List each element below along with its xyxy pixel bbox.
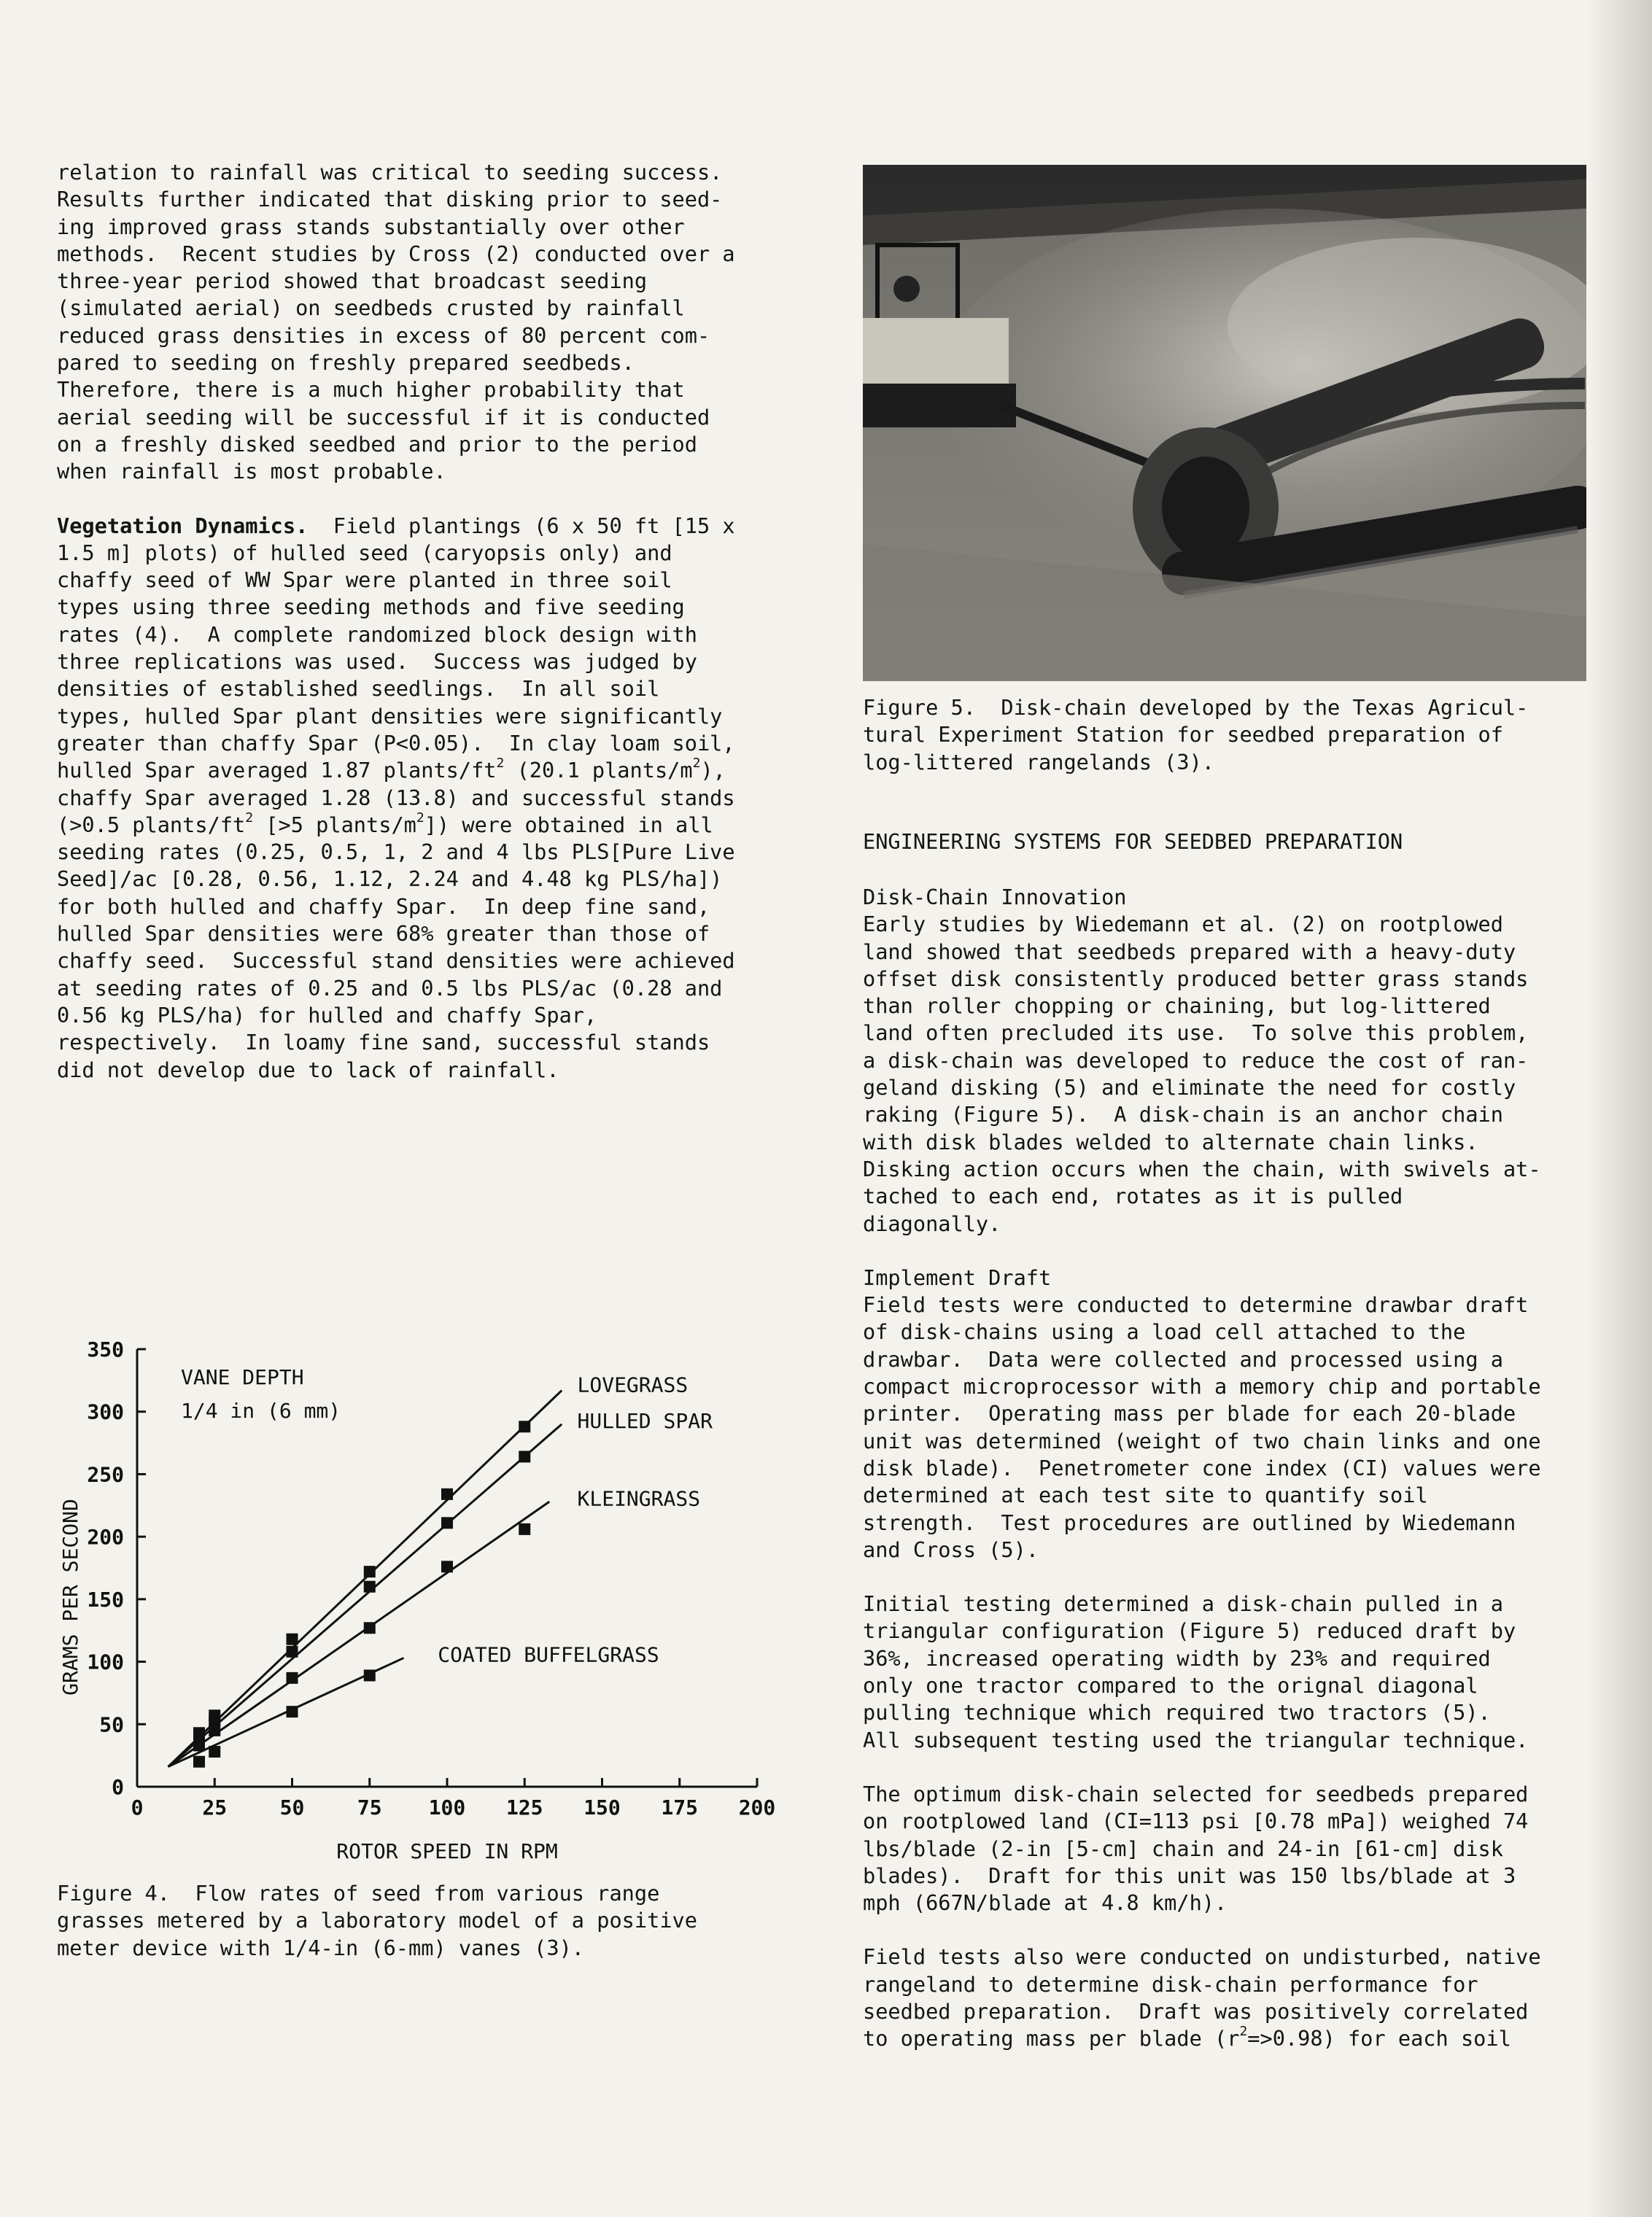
text-line: greater than chaffy Spar (P<0.05). In clay loam soil, [57,730,735,756]
text-line: blades). Draft for this unit was 150 lbs/blade at 3 [863,1863,1516,1888]
text-line: Figure 4. Flow rates of seed from various range [57,1881,660,1906]
line-a2: (20.1 plants/m [504,758,693,783]
x-tick-label: 100 [428,1795,466,1820]
data-point [364,1622,376,1634]
subheading-disk-chain-innovation: Disk-Chain Innovation [863,885,1127,909]
text-line: drawbar. Data were collected and processed using a [863,1346,1503,1372]
text-line: on rootplowed land (CI=113 psi [0.78 mPa]) weighed 74 [863,1809,1529,1834]
data-point [209,1746,220,1758]
text-line: meter device with 1/4-in (6-mm) vanes (3). [57,1935,585,1960]
text-line: geland disking (5) and eliminate the need for costly [863,1075,1516,1100]
text-line: seeding rates (0.25, 0.5, 1, 2 and 4 lbs PLS[Pure Live [57,839,735,865]
text-line: Figure 5. Disk-chain developed by the Texas Agricul- [863,695,1529,720]
field-line-2: =>0.98) for each soil [1247,2026,1511,2051]
paragraph-rainfall [57,159,794,486]
data-point [519,1451,530,1462]
data-point [364,1669,376,1681]
series-label: KLEINGRASS [577,1486,701,1511]
text-line: 0.56 kg PLS/ha) for hulled and chaffy Spar, [57,1002,597,1028]
series-label: COATED BUFFELGRASS [438,1642,659,1667]
y-tick-label: 100 [87,1650,124,1674]
text-line: mph (667N/blade at 4.8 km/h). [863,1890,1228,1916]
section-heading-engineering: ENGINEERING SYSTEMS FOR SEEDBED PREPARATION [863,829,1403,854]
text-line: chaffy seed of WW Spar were planted in three soil [57,567,672,593]
text-line: at seeding rates of 0.25 and 0.5 lbs PLS/ac (0.28 and [57,975,723,1001]
paragraph-vegetation-lines [57,540,794,757]
data-point [519,1523,530,1535]
text-line: reduced grass densities in excess of 80 percent com- [57,322,710,348]
stand-threshold-line [57,809,794,839]
series-label: LOVEGRASS [577,1372,689,1397]
text-line: land showed that seedbeds prepared with a heavy-duty [863,939,1516,964]
text-line: methods. Recent studies by Cross (2) conducted over a [57,241,735,266]
x-tick-label: 175 [661,1795,699,1820]
text-line: diagonally. [863,1211,1001,1236]
text-line: of disk-chains using a load cell attached to the [863,1319,1466,1345]
text-line: and Cross (5). [863,1537,1039,1562]
superscript-2: 2 [245,809,254,826]
data-point [441,1517,453,1529]
chart-annotation: VANE DEPTH [181,1365,304,1389]
y-tick-label: 150 [87,1587,124,1612]
text-line: 36%, increased operating width by 23% and required [863,1645,1491,1671]
text-line: types using three seeding methods and five seeding [57,594,685,620]
text-line: tural Experiment Station for seedbed preparation of [863,722,1503,748]
chart-annotation: 1/4 in (6 mm) [181,1399,341,1423]
x-tick-label: 25 [202,1795,228,1820]
text-line: on a freshly disked seedbed and prior to the period [57,431,697,457]
data-point [209,1725,220,1736]
series-label: HULLED SPAR [577,1409,713,1433]
text-line: disk blade). Penetrometer cone index (CI) values were [863,1455,1541,1480]
left-column [57,159,794,1084]
y-tick-label: 200 [87,1525,124,1550]
paragraph-optimum-disk-chain [863,1781,1541,1917]
text-line: only one tractor compared to the orignal diagonal [863,1673,1478,1698]
series-line [168,1391,562,1767]
data-point [441,1488,453,1500]
data-point [209,1715,220,1726]
chart-labels [58,1337,775,1863]
text-line: a disk-chain was developed to reduce the cost of ran- [863,1047,1529,1073]
text-line: three replications was used. Success was judged by [57,649,697,675]
subheading-implement-draft: Implement Draft [863,1265,1052,1290]
text-line: determined at each test site to quantify soil [863,1483,1428,1508]
text-line: pulling technique which required two tractors (5). [863,1700,1491,1725]
data-point [287,1646,298,1658]
text-line: Seed]/ac [0.28, 0.56, 1.12, 2.24 and 4.48 kg PLS/ha]) [57,866,723,892]
x-tick-label: 75 [357,1795,382,1820]
figure4-caption [57,1880,697,1962]
x-tick-label: 0 [131,1795,144,1820]
text-line: log-littered rangelands (3). [863,749,1215,774]
field-tests-last-line [863,2025,1541,2052]
data-point [193,1756,205,1768]
line-a1: hulled Spar averaged 1.87 plants/ft [57,758,497,783]
data-point [519,1421,530,1432]
text-line: unit was determined (weight of two chain links and one [863,1428,1541,1453]
y-tick-label: 0 [112,1775,124,1799]
y-tick-label: 350 [87,1337,124,1362]
x-tick-label: 150 [583,1795,621,1820]
data-point [287,1672,298,1684]
text-line: (simulated aerial) on seedbeds crusted by rainfall [57,295,685,321]
text-line: printer. Operating mass per blade for each 20-blade [863,1401,1516,1426]
text-line: offset disk consistently produced better grass stands [863,966,1529,991]
field-line-1: to operating mass per blade (r [863,2026,1240,2051]
text-line: 1.5 m] plots) of hulled seed (caryopsis only) and [57,540,672,565]
paragraph-disk-chain-innovation [863,911,1541,1238]
paragraph-field-tests [863,1944,1541,2025]
text-line: respectively. In loamy fine sand, successful stands [57,1030,710,1055]
text-line: The optimum disk-chain selected for seedbeds prepared [863,1781,1529,1806]
x-tick-label: 50 [279,1795,305,1820]
text-line: seedbed preparation. Draft was positively correlated [863,1998,1529,2024]
text-line: Field tests were conducted to determine drawbar draft [863,1292,1529,1318]
figure5-photo-disk-chain [863,165,1586,681]
x-tick-label: 125 [505,1795,543,1820]
paragraph-initial-testing [863,1591,1541,1754]
text-line: lbs/blade (2-in [5-cm] chain and 24-in [61-cm] disk [863,1836,1503,1861]
text-line: Disking action occurs when the chain, with swivels at- [863,1156,1541,1181]
chart-series [168,1391,562,1768]
data-point [441,1561,453,1572]
hulled-spar-density-line [57,757,794,784]
line-c2: [>5 plants/m [253,812,416,837]
line-c3: ]) were obtained in all [424,812,713,837]
text-line: strength. Test procedures are outlined by Wiedemann [863,1510,1516,1535]
text-line: hulled Spar densities were 68% greater than those of [57,921,710,947]
text-line: Results further indicated that disking prior to seed- [57,187,723,212]
y-axis-title: GRAMS PER SECOND [58,1499,82,1696]
text-line: ing improved grass stands substantially over other [57,214,685,239]
data-point [287,1706,298,1717]
figure4-chart [51,1320,788,1874]
text-line: densities of established seedlings. In all soil [57,676,660,702]
superscript-2: 2 [496,756,505,772]
vegetation-dynamics-first-line: Field plantings (6 x 50 ft [15 x [308,513,735,538]
text-line: Therefore, there is a much higher probability that [57,377,685,403]
text-line: raking (Figure 5). A disk-chain is an anchor chain [863,1102,1503,1127]
text-line: Field tests also were conducted on undisturbed, native [863,1944,1541,1970]
y-tick-label: 50 [99,1712,124,1737]
text-line: aerial seeding will be successful if it is conducted [57,404,710,430]
line-c1: (>0.5 plants/ft [57,812,246,837]
data-point [364,1581,376,1593]
right-column-body [863,884,1541,2053]
paragraph-vegetation-dynamics [57,513,794,540]
text-line: tached to each end, rotates as it is pulled [863,1184,1403,1209]
vegetation-dynamics-heading: Vegetation Dynamics. [57,513,309,538]
paragraph-implement-draft [863,1292,1541,1564]
series-line [168,1502,550,1766]
y-tick-label: 250 [87,1462,124,1487]
text-line: when rainfall is most probable. [57,459,446,484]
text-line: rates (4). A complete randomized block design with [57,621,697,647]
text-line: grasses metered by a laboratory model of a positive [57,1908,697,1933]
line-a3: ), [700,758,726,783]
series-line [168,1424,562,1767]
text-line: All subsequent testing used the triangular technique. [863,1727,1529,1752]
page-edge-shadow [1586,0,1652,2217]
text-line: rangeland to determine disk-chain performance for [863,1971,1478,1997]
superscript-2: 2 [1239,2024,1248,2040]
data-point [364,1566,376,1577]
figure5-caption [863,694,1528,776]
y-tick-label: 300 [87,1399,124,1424]
text-line: relation to rainfall was critical to seeding success. [57,160,723,185]
chaffy-spar-line: chaffy Spar averaged 1.28 (13.8) and successful stands [57,785,735,810]
data-point [287,1634,298,1645]
x-axis-title: ROTOR SPEED IN RPM [336,1839,558,1863]
text-line: three-year period showed that broadcast seeding [57,268,648,294]
superscript-2: 2 [416,809,424,826]
text-line: Early studies by Wiedemann et al. (2) on rootplowed [863,912,1503,937]
text-line: types, hulled Spar plant densities were significantly [57,703,723,729]
text-line: with disk blades welded to alternate chain links. [863,1129,1478,1154]
text-line: pared to seeding on freshly prepared seedbeds. [57,350,635,376]
text-line: compact microprocessor with a memory chip and portable [863,1374,1541,1399]
superscript-2: 2 [692,756,701,772]
text-line: did not develop due to lack of rainfall. [57,1057,559,1082]
text-line: chaffy seed. Successful stand densities were achieved [57,948,735,974]
paragraph-vegetation-rest [57,839,794,1084]
text-line: Initial testing determined a disk-chain pulled in a [863,1591,1503,1617]
text-line: land often precluded its use. To solve this problem, [863,1020,1529,1046]
text-line: triangular configuration (Figure 5) reduced draft by [863,1618,1516,1644]
text-line: for both hulled and chaffy Spar. In deep fine sand, [57,893,710,919]
x-tick-label: 200 [738,1795,776,1820]
text-line: than roller chopping or chaining, but log-littered [863,993,1491,1019]
